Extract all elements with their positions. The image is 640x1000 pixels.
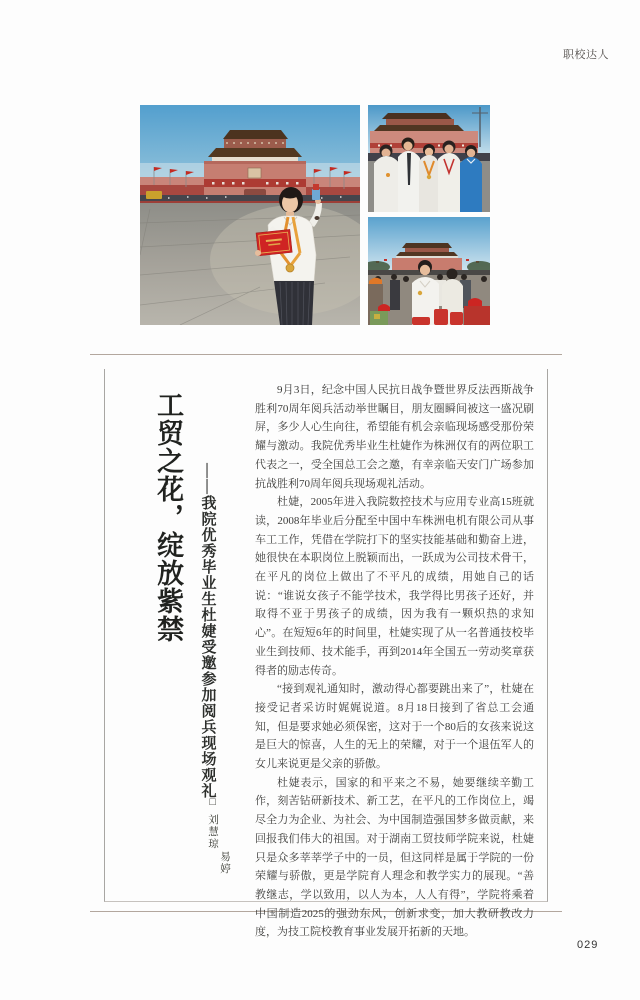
article-title-vertical: 工贸之花，绽放紫禁 [153,391,184,643]
page-number: 029 [577,939,599,951]
photo-crowd-tiananmen [368,217,490,325]
top-divider-rule [90,354,562,355]
photo-tiananmen-graduate [140,105,360,325]
section-label: 职校达人 [563,49,609,61]
article-paragraph-3: “接到观礼通知时，激动得心都要跳出来了”，杜婕在接受记者采访时娓娓说道。8月18日接到了省总工会通知，但是要求她必须保密，这对于一个80后的女孩来说这是巨大的惊喜，人生的无上的荣耀，对于一个退伍军人的女儿来说更是父亲的骄傲。 [255,683,534,771]
article-frame [104,369,548,939]
article-subtitle-vertical: ——我院优秀毕业生杜婕受邀参加阅兵现场观礼 [199,463,216,799]
article-paragraph-4: 杜婕表示，国家的和平来之不易，她要继续辛勤工作，刻苦钻研新技术、新工艺，在平凡的工作岗位上，竭尽全力为企业、为社会、为中国制造强国梦多做贡献，来回报我们伟大的祖国。对于湖南工贸技师学院来说，杜婕只是众多莘莘学子中的一员，但这同样是属于学院的一份荣耀与骄傲，更是学院育人理念和教学实力的展现。“善教继志，学以致用，以人为本，人人有得”，学院将乘着中国制造2025的强劲东风，创新求变，加大教研教改力度，为技工院校教育事业发展开拓新的天地。 [255,776,534,939]
article-byline-author-2: 易婷 [219,851,230,875]
photo-group-tiananmen [368,105,490,212]
article-body [255,381,534,942]
article-paragraph-2: 杜婕，2005年进入我院数控技术与应用专业高15班就读，2008年毕业后分配至中国中车株洲电机有限公司从事车工工作，凭借在学院打下的坚实技能基础和勤奋上进，她很快在本职岗位上脱颖而出，一跃成为公司技术骨干，在平凡的岗位上做出了不平凡的成绩，用她自己的话说：“谁说女孩子不能学技术，我学得比男孩子还好，并取得不亚于男孩子的成绩，因为我有一颗炽热的求知心”。在短短6年的时间里，杜婕实现了从一名普通技校毕业生到技师、技术能手，再到2014年全国五一劳动奖章获得者的励志传奇。 [255,496,534,677]
article-byline-author-1: □ 刘慧琼 [207,797,218,850]
article-paragraph-1: 9月3日，纪念中国人民抗日战争暨世界反法西斯战争胜利70周年阅兵活动举世瞩目，朋友圈瞬间被这一盛况刷屏，多少人心生向往，希望能有机会亲临现场感受那份荣耀与激动。我院优秀毕业生杜婕作为株洲仅有的两位职工代表之一，受全国总工会之邀，有幸亲临天安门广场参加抗战胜利70周年阅兵现场观礼活动。 [255,384,534,490]
